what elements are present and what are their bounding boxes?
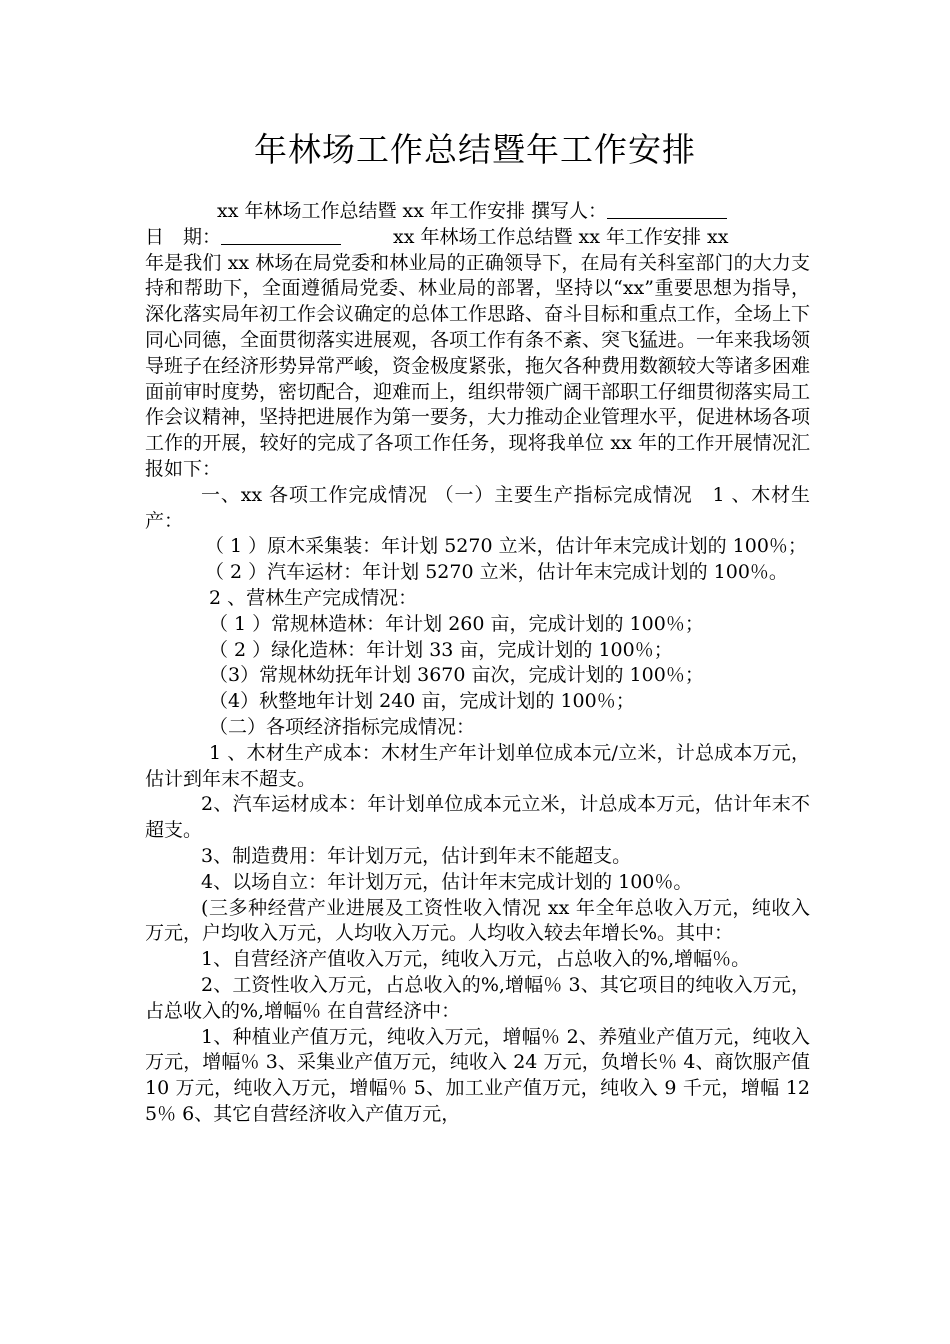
paragraph-section-one: 一、xx 各项工作完成情况 （一）主要生产指标完成情况 1 、木材生产：: [145, 483, 810, 532]
document-title: 年林场工作总结暨年工作安排: [254, 130, 696, 169]
header-line: [145, 199, 810, 225]
header-line2: xx 年林场工作总结暨 xx 年工作安排 xx: [393, 225, 729, 248]
paragraph-item: （ 1 ）原木采集装：年计划 5270 立米，估计年末完成计划的 100％；: [205, 535, 807, 558]
paragraph-item: 1、种植业产值万元，纯收入万元，增幅％ 2、养殖业产值万元，纯收入万元，增幅％ 3、采集业产值万元，纯收入 24 万元，负增长％ 4、商饮服产值 10 万元，纯收入万元，增幅％ 5、加工业产值万元，纯收入 9 千元，增幅 125％ 6、其它自营经济收入产值万元，: [145, 1025, 810, 1125]
paragraph-item: 2 、营林生产完成情况：: [209, 586, 418, 609]
date-blank: [221, 226, 341, 245]
paragraph-item: （3）常规林幼抚年计划 3670 亩次，完成计划的 100％；: [209, 664, 704, 687]
header-date-line: [145, 225, 810, 251]
paragraph-item: （ 2 ）汽车运材：年计划 5270 立米，估计年末完成计划的 100％。: [205, 561, 788, 584]
date-label: 日 期：: [145, 225, 222, 248]
paragraph-item: 3、制造费用：年计划万元，估计到年末不能超支。: [201, 844, 632, 867]
paragraph-item: （4）秋整地年计划 240 亩，完成计划的 100％；: [209, 690, 635, 713]
paragraph-item: 1 、木材生产成本：木材生产年计划单位成本元/立米，计总成本万元，估计到年末不超支。: [145, 741, 810, 790]
paragraph-item: 2、汽车运材成本：年计划单位成本元立米，计总成本万元，估计年末不超支。: [145, 793, 810, 842]
paragraph-item: 4、以场自立：年计划万元，估计年末完成计划的 100％。: [201, 870, 693, 893]
paragraph-item: 1、自营经济产值收入万元，纯收入万元，占总收入的%,增幅％。: [201, 948, 751, 971]
paragraph-item: (三多种经营产业进展及工资性收入情况 xx 年全年总收入万元，纯收入万元，户均收入万元，人均收入万元。人均收入较去年增长%。其中：: [145, 896, 810, 945]
paragraph-item: （ 1 ）常规林造林：年计划 260 亩，完成计划的 100％；: [209, 612, 704, 635]
paragraph-intro: 年是我们 xx 林场在局党委和林业局的正确领导下，在局有关科室部门的大力支持和帮助下，全面遵循局党委、林业局的部署，坚持以“xx”重要思想为指导，深化落实局年初工作会议确定的总体工作思路、奋斗目标和重点工作，全场上下同心同德，全面贯彻落实进展观，各项工作有条不紊、突飞猛进。一年来我场领导班子在经济形势异常严峻，资金极度紧张，拖欠各种费用数额较大等诸多困难面前审时度势，密切配合，迎难而上，组织带领广阔干部职工仔细贯彻落实局工作会议精神，坚持把进展作为第一要务，大力推动企业管理水平，促进林场各项工作的开展，较好的完成了各项工作任务，现将我单位 xx 年的工作开展情况汇报如下：: [145, 251, 811, 480]
paragraph-item: 2、工资性收入万元，占总收入的%,增幅％ 3、其它项目的纯收入万元，占总收入的%,增幅％ 在自营经济中：: [145, 973, 810, 1022]
header-line1: xx 年林场工作总结暨 xx 年工作安排 撰写人：: [217, 200, 608, 222]
paragraph-item: （二）各项经济指标完成情况：: [209, 715, 476, 738]
paragraph-item: （ 2 ）绿化造林：年计划 33 亩，完成计划的 100％；: [209, 638, 673, 661]
author-blank: [607, 200, 727, 219]
document-body: [145, 199, 810, 1128]
